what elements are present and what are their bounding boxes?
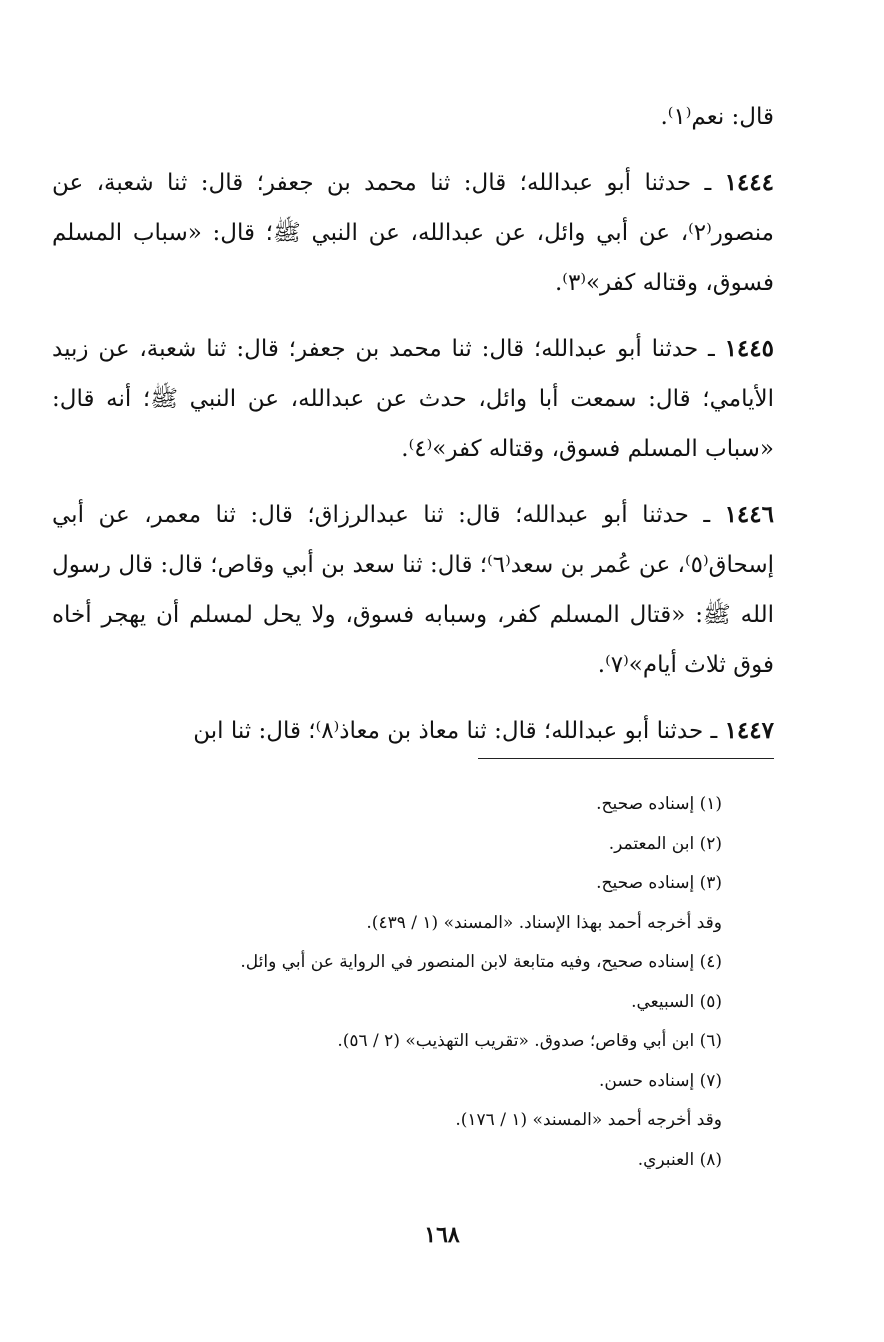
hadith-1447 [52,706,774,756]
main-text [52,92,774,756]
footnote: (٣) إسناده صحيح. [596,873,722,893]
hadith-1445 [52,324,774,474]
hadith-text: ـ حدثنا أبو عبدالله؛ قال: ثنا معاذ بن معاذ⁽٨⁾؛ قال: ثنا ابن [193,718,725,744]
footnote: وقد أخرجه أحمد «المسند» (١ / ١٧٦). [455,1110,722,1130]
hadith-text: ـ حدثنا أبو عبدالله؛ قال: ثنا عبدالرزاق؛ قال: ثنا معمر، عن أبي إسحاق⁽٥⁾، عن عُمر بن سعد⁽٦⁾؛ قال: ثنا سعد بن أبي وقاص؛ قال: قال رسول الله ﷺ: «قتال المسلم كفر، وسبابه فسوق، ولا يحل لمسلم أن يهجر أخاه فوق ثلاث أيام»⁽٧⁾. [52,502,774,678]
hadith-text: ـ حدثنا أبو عبدالله؛ قال: ثنا محمد بن جعفر؛ قال: ثنا شعبة، عن زبيد الأيامي؛ قال: سمعت أبا وائل، حدث عن عبدالله، عن النبي ﷺ؛ أنه قال: «سباب المسلم فسوق، وقتاله كفر»⁽٤⁾. [52,336,774,462]
footnote: (٢) ابن المعتمر. [608,833,722,854]
hadith-number: ١٤٤٧ [724,717,774,744]
hadith-number: ١٤٤٤ [724,169,774,196]
hadith-1446 [52,490,774,690]
footnote: (٥) السبيعي. [631,991,722,1012]
footnote: (٦) ابن أبي وقاص؛ صدوق. «تقريب التهذيب» (٢ / ٥٦). [337,1031,722,1051]
footnote: (٨) العنبري. [637,1149,722,1170]
hadith-number: ١٤٤٥ [724,335,774,362]
footnote: (١) إسناده صحيح. [596,794,722,814]
footnote: (٤) إسناده صحيح، وفيه متابعة لابن المنصور في الرواية عن أبي وائل. [240,952,722,972]
hadith-1444 [52,158,774,308]
footnotes [100,785,722,1180]
hadith-text: ـ حدثنا أبو عبدالله؛ قال: ثنا محمد بن جعفر؛ قال: ثنا شعبة، عن منصور⁽٢⁾، عن أبي وائل، عن عبدالله، عن النبي ﷺ؛ قال: «سباب المسلم فسوق، وقتاله كفر»⁽٣⁾. [52,170,774,296]
hadith-number: ١٤٤٦ [724,501,774,528]
footnote: وقد أخرجه أحمد بهذا الإسناد. «المسند» (١ / ٤٣٩). [366,912,722,933]
opening-line: قال: نعم⁽١⁾. [660,104,774,130]
page-number: ١٦٨ [424,1222,460,1248]
footnote-divider [478,758,774,759]
footnote: (٧) إسناده حسن. [599,1070,722,1091]
